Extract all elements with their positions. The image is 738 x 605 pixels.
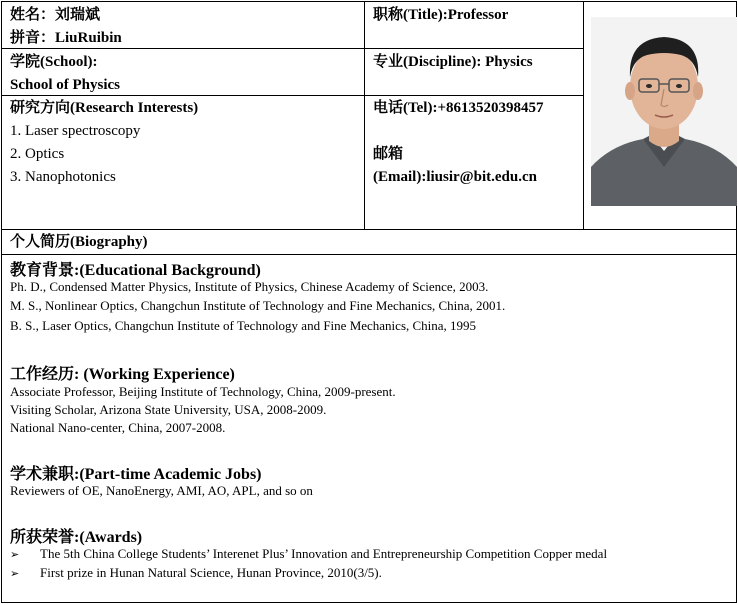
email-label: 邮箱	[373, 146, 404, 162]
awards-title: 所获荣誉:(Awards)	[10, 529, 143, 546]
education-line: M. S., Nonlinear Optics, Changchun Institute of Technology and Fine Mechanics, China, 2001.	[10, 298, 506, 313]
portrait-illustration	[591, 17, 737, 206]
title-field: 职称(Title):Professor	[373, 7, 509, 23]
award-item	[10, 546, 607, 562]
phone-field: 电话(Tel):+8613520398457	[373, 100, 544, 116]
arrow-bullet-icon: ➢	[10, 549, 20, 561]
table-border-left	[1, 1, 2, 603]
research-item: 2. Optics	[10, 146, 65, 162]
row-divider-4	[1, 254, 737, 255]
pinyin-field: 拼音：LiuRuibin	[10, 30, 122, 46]
education-title: 教育背景:(Educational Background)	[10, 262, 261, 279]
row-divider-3	[1, 229, 737, 230]
table-border-top	[1, 1, 737, 2]
school-label: 学院(School):	[10, 54, 98, 70]
award-item	[10, 565, 382, 581]
discipline-field: 专业(Discipline): Physics	[373, 54, 533, 70]
parttime-jobs-title: 学术兼职:(Part-time Academic Jobs)	[10, 466, 262, 483]
table-border-bottom	[1, 602, 737, 603]
arrow-bullet-icon: ➢	[10, 568, 20, 580]
research-item: 3. Nanophotonics	[10, 169, 116, 185]
work-line: Associate Professor, Beijing Institute of Technology, China, 2009-present.	[10, 384, 396, 399]
education-line: Ph. D., Condensed Matter Physics, Institute of Physics, Chinese Academy of Science, 2003.	[10, 279, 489, 294]
work-line: National Nano-center, China, 2007-2008.	[10, 420, 226, 435]
column-divider-1	[364, 1, 365, 230]
email-field: (Email):liusir@bit.edu.cn	[373, 169, 537, 185]
biography-heading: 个人简历(Biography)	[10, 234, 148, 250]
research-interests-label: 研究方向(Research Interests)	[10, 100, 199, 116]
award-text: First prize in Hunan Natural Science, Hunan Province, 2010(3/5).	[40, 565, 382, 580]
research-item: 1. Laser spectroscopy	[10, 123, 141, 139]
work-experience-title: 工作经历: (Working Experience)	[10, 366, 235, 383]
profile-photo	[591, 17, 737, 206]
award-text: The 5th China College Students’ Interenet Plus’ Innovation and Entrepreneurship Competition Copper medal	[40, 546, 608, 561]
parttime-line: Reviewers of OE, NanoEnergy, AMI, AO, APL, and so on	[10, 483, 313, 498]
column-divider-2	[583, 1, 584, 230]
name-field: 姓名：刘瑞斌	[10, 7, 101, 23]
work-line: Visiting Scholar, Arizona State University, USA, 2008-2009.	[10, 402, 327, 417]
school-value: School of Physics	[10, 77, 121, 93]
education-line: B. S., Laser Optics, Changchun Institute of Technology and Fine Mechanics, China, 1995	[10, 318, 477, 333]
